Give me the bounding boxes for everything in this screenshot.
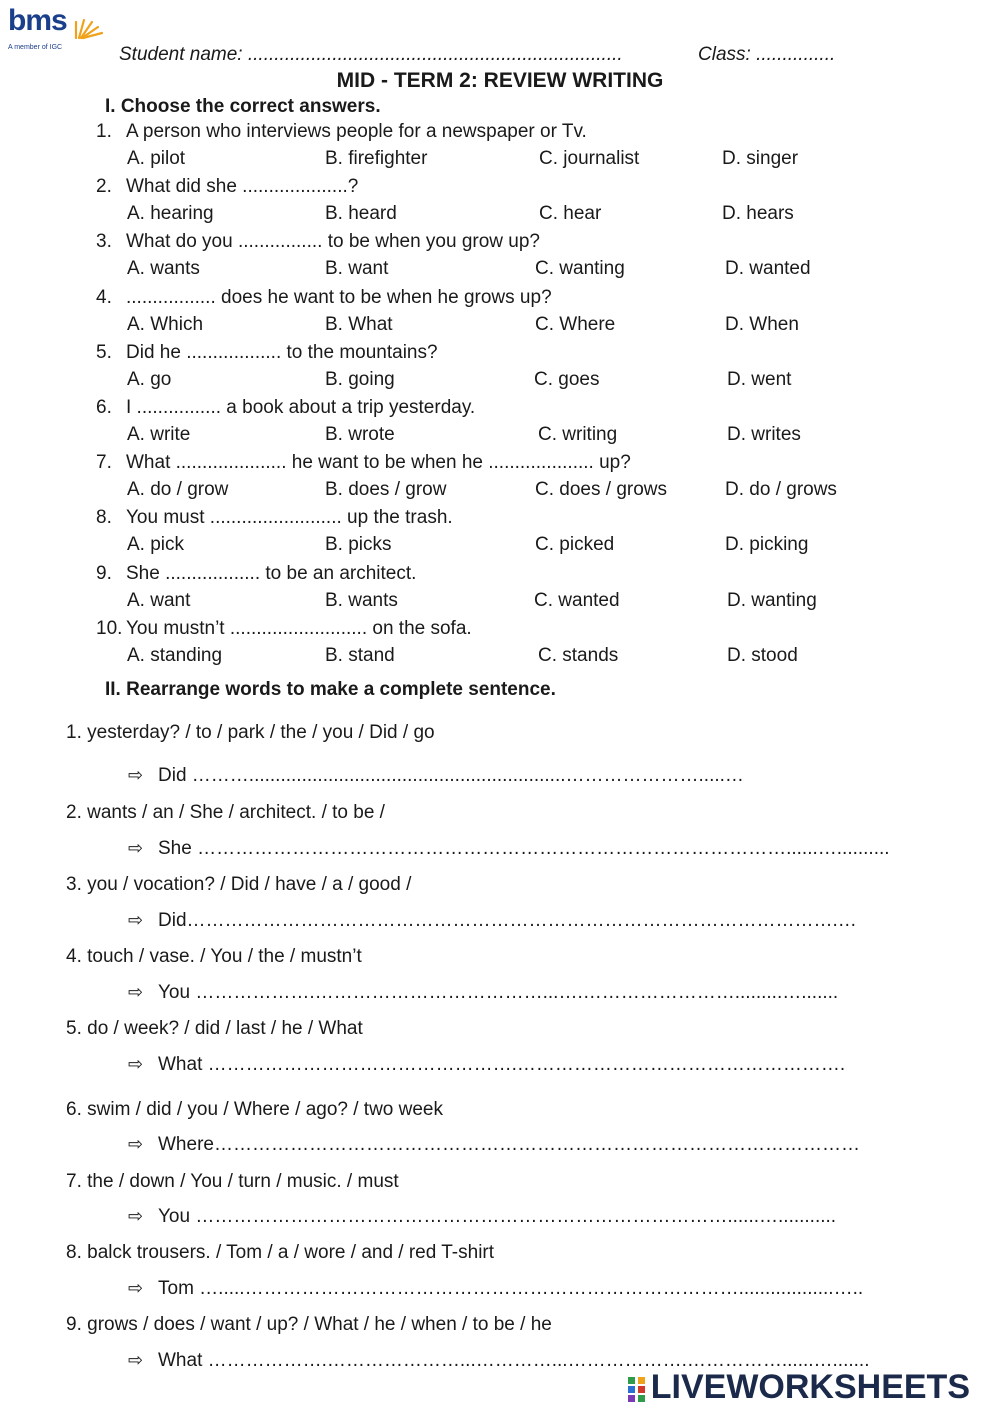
answer-option[interactable]: D. went [727, 368, 792, 390]
answer-text[interactable]: You …………………………………………………………………………......…........... [158, 1206, 837, 1227]
class-field: Class: ............... [698, 44, 836, 65]
answer-text[interactable]: You ……………….………………………………...….…………………….........…....... [158, 982, 839, 1003]
answer-option[interactable]: D. do / grows [725, 479, 837, 501]
answer-option[interactable]: B. does / grow [325, 479, 447, 501]
answer-option[interactable]: B. picks [325, 534, 392, 556]
answer-option[interactable]: D. stood [727, 644, 798, 666]
question-number: 1. [96, 121, 112, 142]
question [96, 176, 358, 198]
arrow-icon: ⇨ [128, 1278, 144, 1298]
question-text: What did she ....................? [126, 176, 359, 198]
answer-option[interactable]: D. picking [725, 534, 809, 556]
answer-line[interactable] [128, 838, 890, 860]
question-text: What ..................... he want to be when he .................... up? [126, 452, 631, 474]
rearrange-prompt: 8. balck trousers. / Tom / a / wore / and / red T-shirt [66, 1242, 495, 1263]
question-text: You mustn’t .......................... on the sofa. [126, 617, 472, 639]
answer-option[interactable]: A. go [127, 368, 172, 390]
answer-option[interactable]: C. Where [535, 313, 616, 335]
question-number: 3. [96, 231, 112, 253]
answer-option[interactable]: A. wants [127, 258, 200, 280]
section-1-heading: I. Choose the correct answers. [105, 96, 381, 117]
rearrange-prompt: 3. you / vocation? / Did / have / a / good / [66, 874, 412, 895]
answer-option[interactable]: A. pick [127, 534, 185, 556]
answer-text[interactable]: What ……………….…………………...…………...……………….……………......…....... [158, 1350, 870, 1371]
answer-line[interactable] [128, 1054, 845, 1076]
answer-option[interactable]: C. journalist [539, 148, 640, 169]
rearrange-prompt: 7. the / down / You / turn / music. / must [66, 1171, 399, 1192]
liveworksheets-watermark [627, 1368, 970, 1407]
arrow-icon: ⇨ [128, 765, 144, 785]
answer-text[interactable]: What ………………………………………….……………………………………………. [158, 1054, 846, 1075]
answer-option[interactable]: A. hearing [127, 203, 214, 225]
question [96, 287, 552, 309]
answer-text[interactable]: She …………………………………………………………………………………......….......... [158, 838, 890, 859]
arrow-icon: ⇨ [128, 910, 144, 930]
answer-option[interactable]: B. firefighter [325, 148, 428, 169]
question [96, 121, 587, 143]
answer-text[interactable]: Did ………............................................................………………….....… [158, 765, 744, 786]
answer-option[interactable]: C. stands [538, 644, 619, 666]
answer-option[interactable]: D. hears [722, 203, 794, 225]
question [96, 563, 416, 585]
question [96, 342, 438, 364]
question-number: 2. [96, 176, 112, 198]
rearrange-prompt: 1. yesterday? / to / park / the / you / Did / go [66, 722, 435, 743]
arrow-icon: ⇨ [128, 982, 144, 1002]
answer-option[interactable]: D. wanted [725, 258, 811, 280]
answer-line[interactable] [128, 1134, 860, 1156]
question [96, 507, 453, 529]
rearrange-prompt: 2. wants / an / She / architect. / to be / [66, 802, 385, 823]
answer-option[interactable]: C. hear [539, 203, 602, 225]
question-text: She .................. to be an architect. [126, 562, 417, 584]
answer-option[interactable]: B. want [325, 258, 389, 280]
question-number: 6. [96, 397, 112, 418]
answer-text[interactable]: Tom ….....……………………………………………………………………..................….. [158, 1278, 864, 1299]
arrow-icon: ⇨ [128, 838, 144, 858]
question-number: 9. [96, 562, 112, 584]
sun-icon [72, 8, 106, 42]
answer-option[interactable]: C. picked [535, 534, 615, 556]
question-text: Did he .................. to the mountains? [126, 341, 438, 363]
answer-option[interactable]: B. stand [325, 644, 395, 666]
answer-option[interactable]: A. write [127, 424, 191, 445]
rearrange-prompt: 4. touch / vase. / You / the / mustn’t [66, 946, 362, 967]
answer-line[interactable] [128, 1278, 863, 1300]
page-title: MID - TERM 2: REVIEW WRITING [336, 69, 664, 92]
logo-brand: bms [8, 4, 67, 37]
rearrange-prompt: 5. do / week? / did / last / he / What [66, 1018, 363, 1039]
question-number: 10. [96, 617, 123, 639]
answer-option[interactable]: C. does / grows [535, 479, 667, 501]
student-name-field: Student name: ....................................................................... [119, 44, 623, 65]
question-number: 8. [96, 507, 112, 529]
question [96, 618, 472, 640]
arrow-icon: ⇨ [128, 1134, 144, 1154]
question-text: I ................ a book about a trip yesterday. [126, 397, 476, 418]
answer-option[interactable]: C. wanting [535, 258, 625, 280]
question [96, 231, 540, 253]
answer-line[interactable] [128, 982, 838, 1004]
answer-option[interactable]: B. wrote [325, 424, 395, 445]
answer-option[interactable]: A. do / grow [127, 479, 229, 501]
answer-line[interactable] [128, 765, 744, 787]
question-text: ................. does he want to be when he grows up? [126, 286, 552, 308]
arrow-icon: ⇨ [128, 1350, 144, 1370]
rearrange-prompt: 9. grows / does / want / up? / What / he / when / to be / he [66, 1314, 552, 1335]
answer-option[interactable]: B. going [325, 368, 395, 390]
question-text: What do you ................ to be when you grow up? [126, 231, 541, 253]
answer-option[interactable]: B. What [325, 313, 393, 335]
question [96, 452, 631, 474]
answer-text[interactable]: Where………………………………………………………………………………………… [158, 1134, 860, 1155]
liveworksheets-logo-icon [627, 1375, 647, 1403]
question [96, 397, 475, 419]
answer-option[interactable]: A. standing [127, 644, 223, 666]
answer-text[interactable]: Did………………………………………………………………………………………….… [158, 910, 857, 931]
answer-line[interactable] [128, 910, 857, 932]
answer-option[interactable]: D. wanting [727, 589, 817, 611]
question-text: You must ......................... up the trash. [126, 507, 453, 529]
question-number: 7. [96, 452, 112, 474]
watermark-text: LIVEWORKSHEETS [650, 1368, 970, 1406]
answer-option[interactable]: B. heard [325, 203, 397, 225]
answer-option[interactable]: A. want [127, 589, 191, 611]
answer-line[interactable] [128, 1206, 836, 1228]
logo-tagline: A member of IGC [8, 44, 63, 51]
question-number: 5. [96, 341, 112, 363]
answer-option[interactable]: C. wanted [534, 589, 620, 611]
question-text: A person who interviews people for a newspaper or Tv. [126, 121, 587, 142]
answer-option[interactable]: C. goes [534, 368, 600, 390]
answer-option[interactable]: D. writes [727, 424, 801, 445]
arrow-icon: ⇨ [128, 1206, 144, 1226]
answer-option[interactable]: D. singer [722, 148, 799, 169]
section-2-heading: II. Rearrange words to make a complete sentence. [105, 679, 556, 700]
answer-option[interactable]: A. pilot [127, 148, 186, 169]
rearrange-prompt: 6. swim / did / you / Where / ago? / two week [66, 1099, 443, 1120]
bms-logo [8, 4, 103, 58]
answer-option[interactable]: B. wants [325, 589, 398, 611]
answer-option[interactable]: C. writing [538, 424, 618, 445]
answer-option[interactable]: A. Which [127, 313, 204, 335]
answer-option[interactable]: D. When [725, 313, 799, 335]
question-number: 4. [96, 286, 112, 308]
arrow-icon: ⇨ [128, 1054, 144, 1074]
